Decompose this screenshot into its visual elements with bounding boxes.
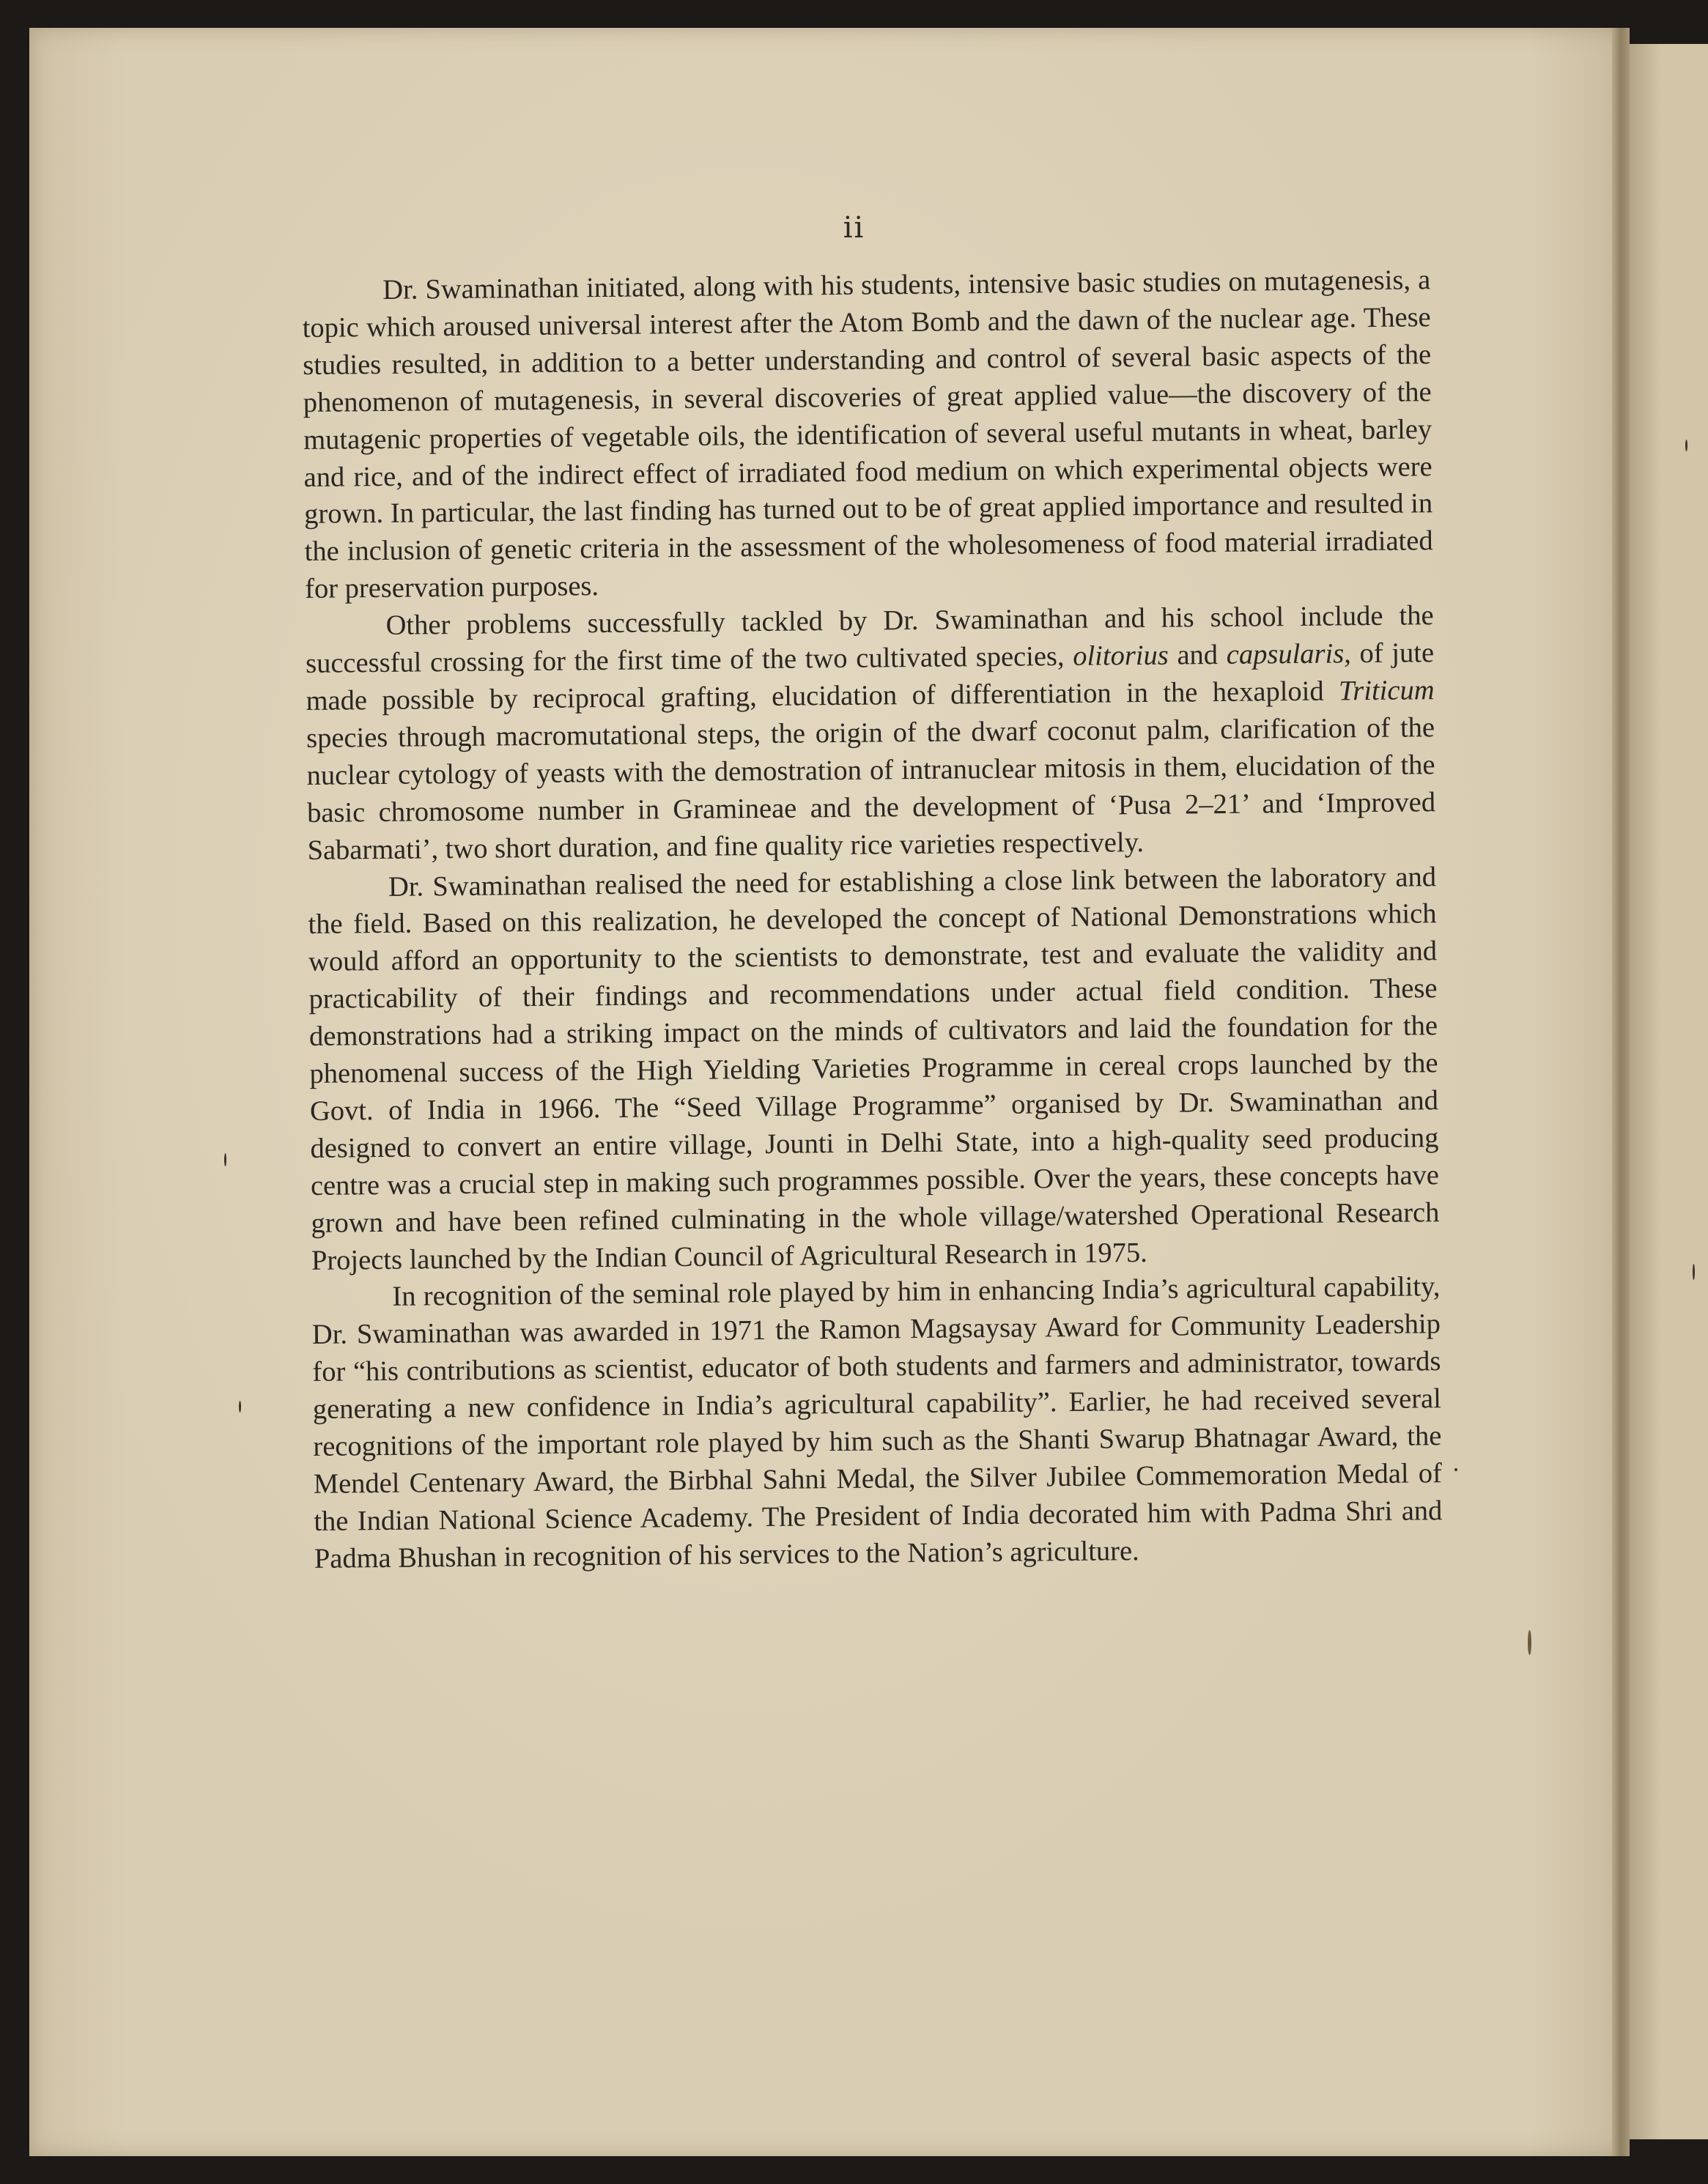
- adjacent-page-edge: [1630, 44, 1708, 2139]
- text-run: of jute made possible by reciprocal grafting, elucidation of differentiation in the hexaploid: [306, 637, 1435, 717]
- paragraph-recognition: [311, 1269, 1443, 1578]
- margin-mark: [239, 1401, 241, 1413]
- text-run: Dr. Swaminathan realised the need for establishing a close link between the laboratory and the field. Based on this realization, he developed the concept of National Demonstrations which would afford an opportunity to the scientists to demonstrate, test and evaluate the validity and practicability of their findings and recommendations under actual field condition. These demonstrations had a striking impact on the minds of cultivators and laid the foundation for the phenomenal success of the High Yielding Varieties Programme in cereal crops launched by the Govt. of India in 1966. The “Seed Village Programme” organised by Dr. Swaminathan and designed to convert an entire village, Jounti in Delhi State, into a high-quality seed producing centre was a crucial step in making such programmes possible. Over the years, these concepts have grown and have been refined culminating in the whole village/watershed Operational Research Projects launched by the Indian Council of Agricultural Research in 1975.: [308, 861, 1440, 1276]
- text-run: Dr. Swaminathan initiated, along with his students, intensive basic studies on mutagenesis, a topic which aroused universal interest after the Atom Bomb and the dawn of the nuclear age. These studies resulted, in addition to a better understanding and control of several basic aspects of the phenomenon of mutagenesis, in several discoveries of great applied value—the discovery of the mutagenic properties of vegetable oils, the identification of several useful mutants in wheat, barley and rice, and of the indirect effect of irradiated food medium on which experimental objects were grown. In particular, the last finding has turned out to be of great applied importance and resulted in the inclusion of genetic criteria in the assessment of the wholesomeness of food material irradiated for preservation purposes.: [302, 264, 1433, 605]
- text-run: Other problems successfully tackled by Dr. Swaminathan and his school include the successful crossing for the first time of the two cultivated species,: [305, 600, 1434, 680]
- binding-fold: [1612, 28, 1630, 2156]
- margin-mark: [224, 1153, 226, 1166]
- text-run: In recognition of the seminal role played by him in enhancing India’s agricultural capability, Dr. Swaminathan was awarded in 1971 the Ramon Magsaysay Award for Community Leadership for “his contributions as scientist, educator of both students and farmers and administrator, towards generating a new confidence in India’s agricultural capability”. Earlier, he had received several recognitions of the important role played by him such as the Shanti Swarup Bhatnagar Award, the Mendel Centenary Award, the Birbhal Sahni Medal, the Silver Jubilee Commemoration Medal of the Indian National Science Academy. The President of India decorated him with Padma Shri and Padma Bhushan in recognition of his services to the Nation’s agriculture.: [311, 1271, 1443, 1574]
- margin-mark: [1454, 1468, 1457, 1471]
- paragraph-national-demonstrations: [308, 859, 1440, 1280]
- paragraph-mutagenesis: [302, 262, 1433, 608]
- italic-term: olitorius: [1073, 640, 1169, 672]
- margin-mark: [1693, 1264, 1695, 1280]
- italic-term: capsularis,: [1226, 638, 1352, 670]
- body-text: [302, 262, 1443, 1577]
- text-run: and: [1168, 639, 1227, 671]
- margin-mark: [1528, 1630, 1531, 1655]
- margin-mark: [1685, 440, 1687, 451]
- italic-term: Triticum: [1338, 675, 1435, 707]
- page-number: ii: [843, 211, 865, 245]
- paragraph-other-problems: [305, 597, 1435, 869]
- text-run: species through macromutational steps, the origin of the dwarf coconut palm, clarification of the nuclear cytology of yeasts with the demostration of intranuclear mitosis in them, elucidation of the basic chromosome number in Gramineae and the development of ‘Pusa 2–21’ and ‘Improved Sabarmati’, two short duration, and fine quality rice varieties respectively.: [306, 712, 1436, 866]
